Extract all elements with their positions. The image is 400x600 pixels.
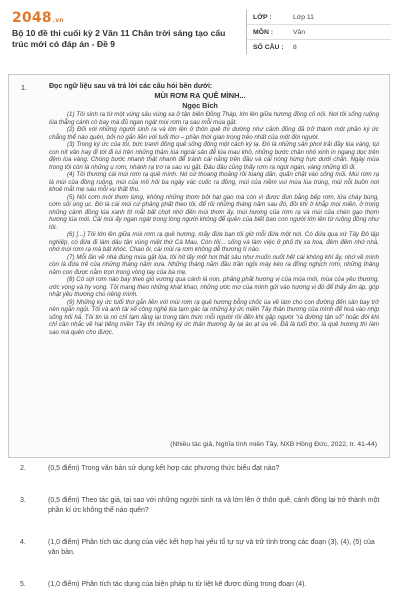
- class-value: Lớp 11: [293, 13, 314, 21]
- question-number: 3.: [20, 497, 26, 504]
- class-row: [247, 10, 391, 25]
- question-text: (0,5 điểm) Theo tác giả, tại sao với những người sinh ra và lớn lên ở thôn quê, cánh đồng lại trở thành một phần kí ức không thể nào quên?: [48, 497, 380, 514]
- question-count-value: 8: [293, 43, 297, 51]
- document-header: [0, 0, 400, 64]
- passage-paragraph: (2) Đối với những người sinh ra và lớn lên ở thôn quê thì dường như cảnh đồng đã trở thành một phần ký ức chẳng thể nào quên, bởi nó gắn liền với tuổi thơ – phần thời gian trong trẻo nhất của một đời người.: [49, 126, 379, 141]
- question-text: (1,0 điểm) Phân tích tác dụng của việc kết hợp hai yếu tố tự sự và trữ tình trong các đoạn (3), (4), (5) của văn bản.: [48, 539, 375, 556]
- passage-body: [49, 111, 379, 336]
- question-number: 1.: [21, 83, 27, 92]
- subject-label: MÔN :: [253, 28, 274, 36]
- question-number: 5.: [20, 581, 26, 588]
- question-count-row: [247, 40, 391, 54]
- class-label: LỚP :: [253, 13, 272, 21]
- question-number: 2.: [20, 465, 26, 472]
- passage-paragraph: (5) Nôi cơm mới thơm lừng, không những thơm bởi hạt gạo mà còn vì được đun bằng bếp rơm, lửa cháy bùng, cơm sôi ùng ục. Đó là cái mùi cứ phảng phất theo tôi, để rồi những tháng năm sau đó, đôi khi ở khắp mọi miền, ở trong những cánh đồng lúa xanh tít mắt bất chợt nhớ đến mùi thơm ấy, mùi hương của rơm rạ và mùi của chén gạo thơm hương lúa mới. Cái mùi ấy ngan ngát trong lòng người không để quên của biết bao con người lớn lên từ ruộng đồng như tôi.: [49, 193, 379, 231]
- passage-paragraph: (1) Tôi sinh ra từ một vùng sâu vùng xa ở tận biên Đồng Tháp, lớn lên giữa hương đồng cỏ nội. Nơi tôi sống ruộng lúa thẳng cánh cò bay mà đủ ngan ngát mùi rơm rạ sau mỗi mùa gặt.: [49, 111, 379, 126]
- exam-info-panel: [246, 10, 391, 54]
- passage-paragraph: (3) Trong ký ức của tôi, bức tranh đồng quê sống động một cách kỳ lạ. Đó là những sân phơi trải đầy lúa vàng, tụi con nít vân hay đi tới đi lui trên những thảm lúa ngoài sân để lúa mau khô, những bước chân nhỏ xinh in ngang dọc trên đệm lúa vàng. Chúng bước nhanh thật nhanh để tránh cái nắng trên đầu và cái nóng hừng hực dưới chân. Ngày mùa trong tôi còn là những ụ rơm, nhánh rạ trơ ra sau vụ gặt. Đâu đâu cũng thấy rơm rạ ngút ngàn, vàng những lối đi.: [49, 141, 379, 171]
- passage-paragraph: (7) Mỗi lần về nhà đúng mùa gặt lúa, tôi hít lấy một hơi thật sâu như muốn nuốt hết cái không khí ấy, nhớ về mình còn là đứa trẻ của những tháng năm xưa. Những tháng năm đầu trần ngồi máy kéo ra đồng nghịch rơm, những tháng năm con được nằm trọn trong vòng tay của ba mẹ.: [49, 253, 379, 276]
- passage-title: MÙI RƠM RẠ QUÊ MÌNH...: [154, 91, 246, 100]
- question-text: (0,5 điểm) Trong văn bản sử dụng kết hợp các phương thức biểu đạt nào?: [48, 465, 280, 472]
- question-text: (1,0 điểm) Phân tích tác dụng của biện pháp tu từ liệt kê được dùng trong đoạn (4).: [48, 581, 307, 588]
- page-title: Bộ 10 đề thi cuối kỳ 2 Văn 11 Chân trời sáng tạo cấu trúc mới có đáp án - Đề 9: [12, 28, 226, 49]
- passage-source: (Nhiều tác giả, Nghĩa tình miền Tây, NXB Hồng Đức, 2022, tr. 41-44): [170, 441, 377, 448]
- subject-row: [247, 25, 391, 40]
- reading-passage-box: [8, 74, 390, 458]
- site-logo[interactable]: 2048.vn: [12, 10, 64, 26]
- passage-paragraph: (4) Tôi thương cái mùi rơm rạ quê mình. Nó cứ thoang thoảng rồi loang dần, quấn chặt vào sống mũi. Mùi rơm rạ là mùi của đồng ruộng, mùi của mồ hôi ba ngày vác cuốc ra đồng, mùi của niềm vui mùa lúa trúng, mùi nỗi buồn nơi khoé mắt mẹ sau mỗi vụ thất thu.: [49, 171, 379, 193]
- passage-paragraph: (8) Có sợi rơm nào bay theo gió vương qua cánh lá non, phảng phất hương vị của mùa mới, mùa của yêu thương, ước vọng và hy vọng. Tôi mang theo những khát khao, những ước mơ của mình gửi vào hương vị đó để thấy ấm áp, góp nhặt yêu thương cho riêng mình.: [49, 276, 379, 298]
- passage-author: Ngọc Bích: [182, 101, 218, 110]
- question-count-label: SỐ CÂU :: [253, 43, 284, 51]
- passage-paragraph: (9) Những ký ức tuổi thơ gắn liền với mùi rơm rạ quê hương bỗng chốc ùa về làm cho con đường đến sân bay trở nên ngắn ngủi. Tôi và anh tài xế công nghệ kia tạm gác lại những ký ức miền Tây thân thương của mình để hoà vào nhịp sống hối hả. Tôi tin là nó chỉ tạm lắng lại trong tâm thức mỗi người rồi đến khi gặp người "rà đường tận số" hoặc đôi khi chỉ cần nhắc về hai tiếng miền Tây thì những ký ức thân thương ấy lại ào ạt ùa về. Đã là tuổi thơ, là quê hương thì làm sao mà quên cho được.: [49, 298, 379, 336]
- question-number: 4.: [20, 539, 26, 546]
- reading-instruction: Đọc ngữ liệu sau và trả lời các câu hỏi bên dưới:: [49, 83, 213, 90]
- subject-value: Văn: [293, 28, 306, 36]
- passage-paragraph: (6) [...] Tôi lớn lên giữa mùi rơm rạ quê hương, mấy đứa bạn tôi giờ mỗi đứa một nơi. Có đứa qua xứ Tây Đô lập nghiệp, có đứa đi làm dâu tận vùng miệt thứ Cà Mau. Còn tôi... sống và làm việc ở phố thị xa hoa, đêm đêm nhớ nhà, nhớ mùi rơm rạ mà bật khóc. Chao ôi, cái mùi rạ rơm không dễ thương tí nào.: [49, 231, 379, 253]
